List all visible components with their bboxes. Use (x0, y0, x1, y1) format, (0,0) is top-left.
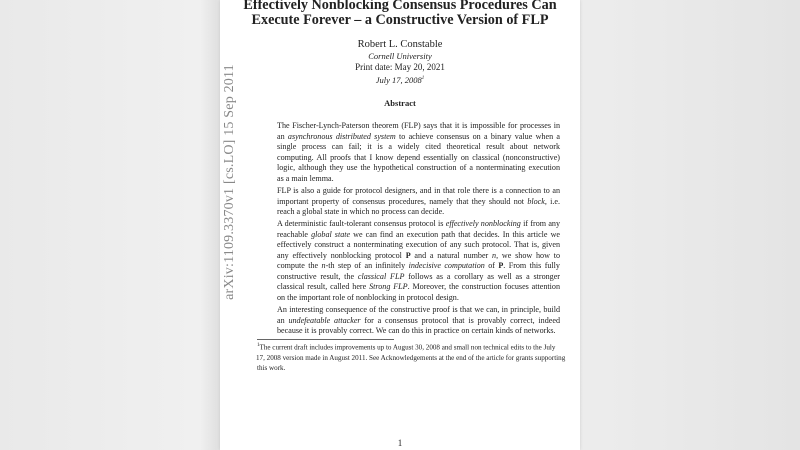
text-segment: because it is provably correct. We can do this in practice on certain kinds of networks. (277, 326, 556, 335)
text-segment: single process can fail; it is a widely cited theoretical result about network (277, 142, 560, 151)
emphasis-text: effectively nonblocking (445, 219, 521, 228)
footnote-text: The current draft includes improvements up to August 30, 2008 and small non technical edits to the July (259, 343, 556, 352)
text-segment: to achieve consensus on a binary value when a (395, 131, 560, 141)
emphasis-text: n (492, 250, 497, 260)
text-segment: on the important role of nonblocking in protocol design. (277, 292, 459, 302)
print-date: Print date: May 20, 2021 (355, 62, 445, 72)
paragraph-2 (277, 186, 560, 218)
text-segment: -th step of an infinitely (325, 261, 409, 270)
paragraph-4 (277, 305, 560, 337)
text-line (277, 142, 560, 153)
paragraph-3 (277, 219, 560, 303)
footnote-line (257, 341, 580, 353)
text-segment: . Moreover, the construction focuses attention (407, 282, 560, 291)
text-segment: An interesting consequence of the constructive proof is that we can, in principle, build (277, 305, 560, 314)
text-segment: and a natural number (410, 250, 493, 260)
text-segment: for a consensus protocol that is provably correct, indeed (360, 315, 560, 325)
text-segment: important property of consensus procedures, namely that they should not (277, 196, 528, 206)
text-line (277, 316, 560, 327)
text-segment: any effectively nonblocking protocol (277, 250, 406, 260)
text-segment: reachable (277, 229, 312, 239)
text-segment: constructive result, the (277, 271, 358, 281)
text-line (277, 305, 560, 316)
date (220, 73, 580, 86)
footnote-rule (257, 339, 394, 340)
text-segment: A deterministic fault-tolerant consensus protocol is (277, 219, 446, 228)
footnote-mark: 1 (257, 343, 260, 348)
emphasis-text: asynchronous distributed system (287, 131, 396, 141)
text-segment: we can find an execution path that decides. In this article we (350, 229, 561, 239)
text-segment: . From this fully (503, 261, 560, 270)
page-number: 1 (397, 438, 403, 448)
title-line-1: Effectively Nonblocking Consensus Procedures Can (243, 0, 557, 13)
text-line (277, 163, 560, 174)
text-line (277, 240, 560, 251)
text-line (277, 282, 560, 293)
emphasis-text: indecisive computation (408, 261, 485, 270)
text-line (277, 251, 560, 262)
paragraph-1 (277, 121, 560, 184)
text-segment: , i.e. (544, 196, 561, 206)
footnote-line: 17, 2008 version made in August 2011. See Acknowledgements at the end of the article for grants supporting (256, 353, 566, 362)
emphasis-text: Strong FLP (369, 282, 408, 291)
text-segment: of (484, 261, 499, 270)
text-segment: an (277, 315, 289, 325)
text-segment: classical result, called here (277, 282, 370, 291)
text-line (277, 174, 560, 185)
abstract-heading: Abstract (384, 98, 416, 108)
text-segment: FLP is also a guide for protocol designers, and in that role there is a connection to an (277, 186, 560, 195)
text-segment: follows as a corollary as well as a stronger (404, 271, 561, 281)
text-line (277, 293, 560, 304)
text-line (277, 197, 560, 208)
paper-page (220, 0, 580, 450)
footnote (257, 341, 580, 374)
text-line (277, 261, 560, 272)
emphasis-text: block (527, 196, 545, 206)
text-segment: as a main lemma. (277, 173, 334, 183)
author: Robert L. Constable (357, 39, 443, 50)
footnote-line: this work. (257, 364, 286, 373)
text-line (277, 272, 560, 283)
emphasis-text: undefeatable attacker (288, 315, 361, 325)
affiliation: Cornell University (368, 51, 432, 61)
text-segment: an (277, 131, 288, 141)
arxiv-stamp: arXiv:1109.3370v1 [cs.LO] 15 Sep 2011 (222, 64, 237, 300)
emphasis-text: classical FLP (357, 271, 405, 281)
date-text: July 17, 2008 (375, 74, 422, 85)
emphasis-text: global state (311, 229, 351, 239)
text-line (277, 132, 560, 143)
text-line (277, 230, 560, 241)
emphasis-text: n (321, 261, 326, 270)
text-segment: P (498, 261, 504, 270)
text-line (277, 186, 560, 197)
text-segment: computing. All proofs that I know depend essentially on classical (nonconstructive) (277, 152, 560, 162)
text-segment: logic, although they use the hypothetical construction of a nonterminating execution (277, 163, 560, 172)
text-segment: The Fischer-Lynch-Paterson theorem (FLP) says that it is impossible for processes in (277, 121, 560, 130)
text-line (277, 153, 560, 164)
footnote-mark: 1 (421, 76, 425, 81)
text-line (277, 326, 560, 337)
text-segment: P (405, 250, 411, 260)
text-segment: , we show how to (496, 250, 561, 260)
text-line (277, 207, 560, 218)
text-segment: effectively construct a nonterminating execution of any such protocol. That is, given (277, 240, 560, 249)
text-line (277, 219, 560, 230)
text-segment: if from any (520, 219, 561, 228)
text-segment: compute the (277, 261, 322, 270)
text-segment: reach a global state in which no process can decide. (277, 207, 445, 216)
text-line (277, 121, 560, 132)
title-line-2: Execute Forever – a Constructive Version of FLP (251, 12, 549, 28)
